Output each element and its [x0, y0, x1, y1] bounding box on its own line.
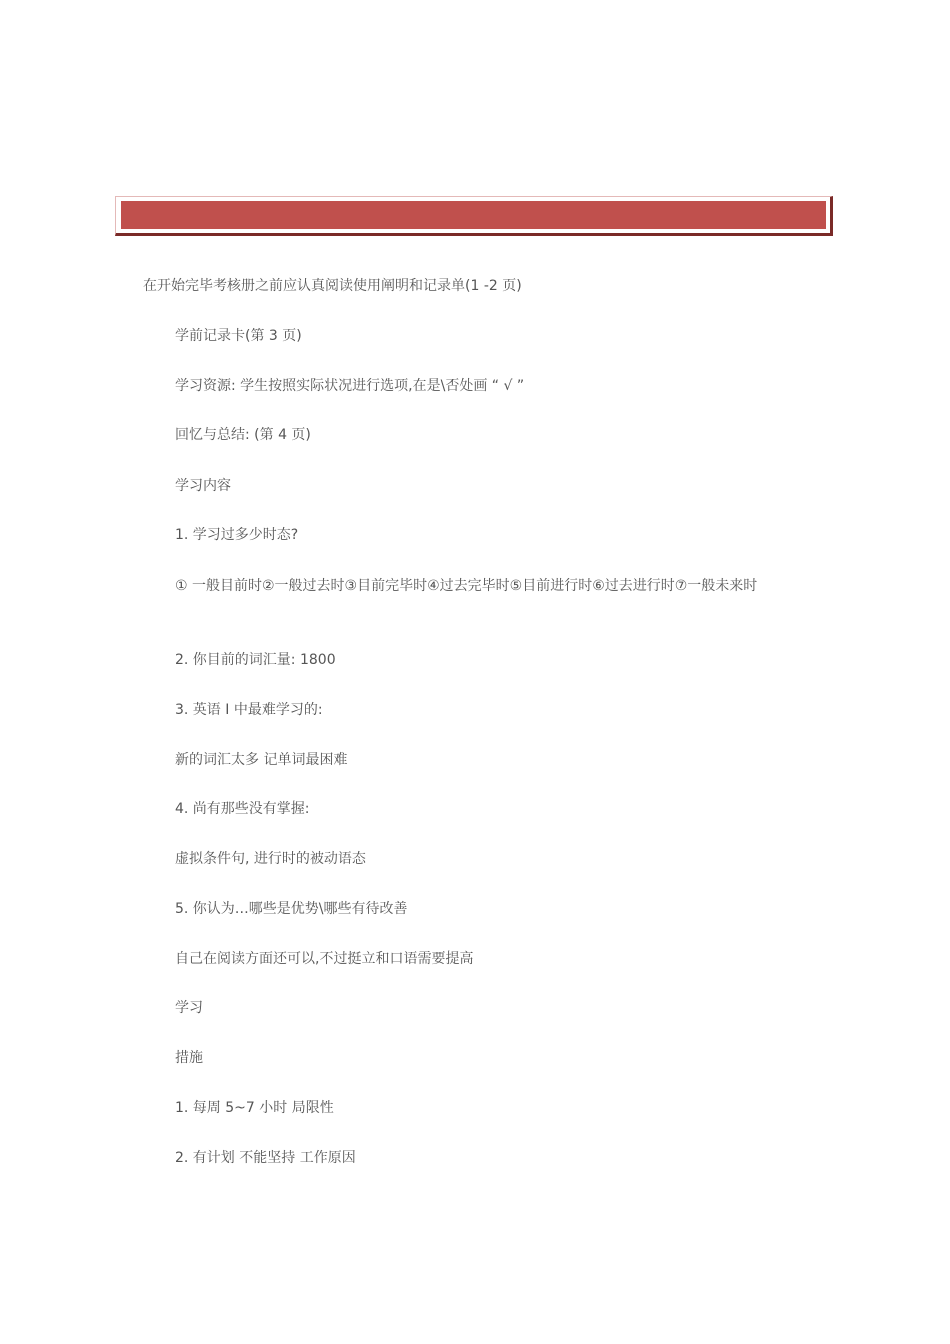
question-5: 5. 你认为…哪些是优势\哪些有待改善 [175, 901, 408, 917]
study-resources-text: 学习资源: 学生按照实际状况进行选项,在是\否处画 “ √ ” [175, 378, 525, 394]
study-content-heading: 学习内容 [175, 478, 231, 494]
answer-5: 自己在阅读方面还可以,不过挺立和口语需要提高 [175, 951, 474, 967]
review-summary-text: 回忆与总结: (第 4 页) [175, 427, 311, 443]
question-2: 2. 你目前的词汇量: 1800 [175, 652, 336, 668]
pre-study-card-text: 学前记录卡(第 3 页) [175, 328, 302, 344]
answer-1: ① 一般目前时②一般过去时③目前完毕时④过去完毕时⑤目前进行时⑥过去进行时⑦一般未来时 [175, 578, 758, 594]
header-banner-bar [121, 201, 826, 229]
question-4: 4. 尚有那些没有掌握: [175, 801, 310, 817]
answer-4: 虚拟条件句, 进行时的被动语态 [175, 851, 366, 867]
study-label: 学习 [175, 1000, 203, 1016]
question-3: 3. 英语 I 中最难学习的: [175, 702, 323, 718]
question-1: 1. 学习过多少时态? [175, 527, 299, 543]
measure-2: 2. 有计划 不能坚持 工作原因 [175, 1150, 356, 1166]
answer-3: 新的词汇太多 记单词最困难 [175, 752, 348, 768]
measures-label: 措施 [175, 1050, 203, 1066]
measure-1: 1. 每周 5~7 小时 局限性 [175, 1100, 334, 1116]
header-banner [115, 196, 833, 236]
intro-text: 在开始完毕考核册之前应认真阅读使用阐明和记录单(1 -2 页) [143, 278, 522, 294]
